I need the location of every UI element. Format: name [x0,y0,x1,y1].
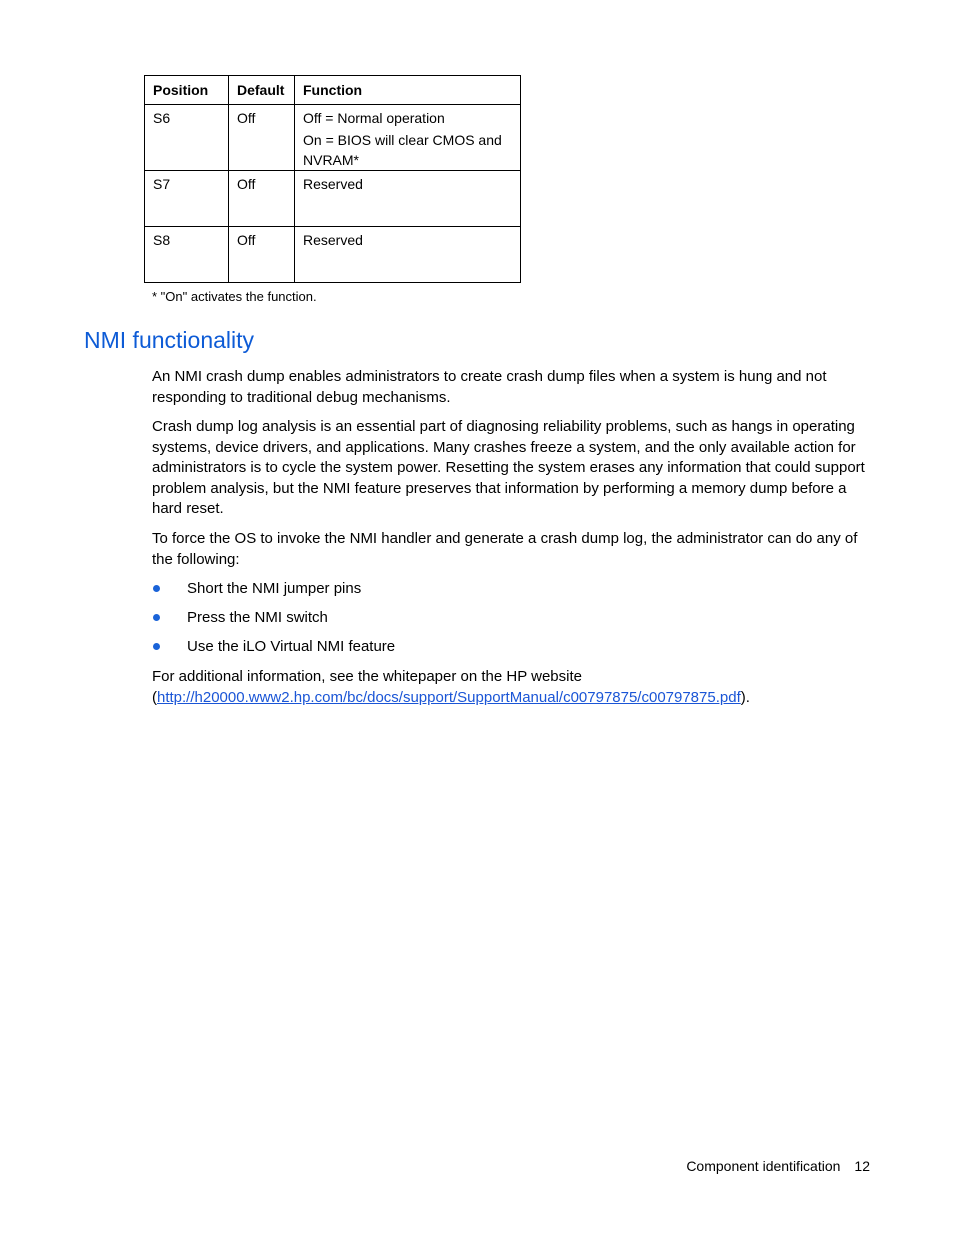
switch-settings-table [144,75,521,283]
cell-default: Off [229,171,295,227]
cell-function [295,227,521,283]
header-default: Default [229,76,295,105]
function-line: On = BIOS will clear CMOS and NVRAM* [303,132,502,168]
bullet-icon [153,614,160,621]
list-item [152,579,395,608]
table-header-row [145,76,521,105]
more-info-lead: For additional information, see the whitepaper on the HP website [152,668,582,685]
list-item [152,608,395,637]
table-footnote: * "On" activates the function. [152,289,317,304]
bullet-icon [153,643,160,650]
cell-default: Off [229,227,295,283]
header-function: Function [295,76,521,105]
footer-section-name: Component identification [686,1158,841,1174]
cell-function [295,171,521,227]
section-heading: NMI functionality [84,327,255,353]
link-close-paren: ). [740,688,750,706]
list-item [152,637,395,666]
function-line: Reserved [303,176,363,192]
bullet-list [152,579,395,666]
page-footer [686,1158,870,1174]
paragraph: To force the OS to invoke the NMI handler and generate a crash dump log, the administrator can do any of the following: [152,530,858,568]
list-item-text: Short the NMI jumper pins [187,580,362,597]
whitepaper-link[interactable]: http://h20000.www2.hp.com/bc/docs/support/SupportManual/c00797875/c00797875.pdf [157,688,741,706]
cell-position: S8 [145,227,229,283]
list-item-text: Use the iLO Virtual NMI feature [187,638,396,655]
paragraph: Crash dump log analysis is an essential part of diagnosing reliability problems, such as hangs in operating systems, device drivers, and applications. Many crashes freeze a system, and the only available action for administrators is to cycle the system power. Resetting the system erases any information that could support problem analysis, but the NMI feature preserves that information by performing a memory dump before a hard reset. [152,418,865,517]
cell-default: Off [229,105,295,171]
page-number: 12 [854,1158,870,1174]
function-line: Off = Normal operation [303,110,445,126]
function-line: Reserved [303,232,363,248]
table-row [145,227,521,283]
table-row [145,171,521,227]
more-info-paragraph [152,667,868,708]
bullet-icon [153,585,160,592]
cell-position: S6 [145,105,229,171]
header-position: Position [145,76,229,105]
paragraph: An NMI crash dump enables administrators to create crash dump files when a system is hung and not responding to traditional debug mechanisms. [152,368,827,406]
list-item-text: Press the NMI switch [187,609,328,626]
cell-position: S7 [145,171,229,227]
table-row [145,105,521,171]
link-open-paren: ( [152,688,157,706]
cell-function [295,105,521,171]
